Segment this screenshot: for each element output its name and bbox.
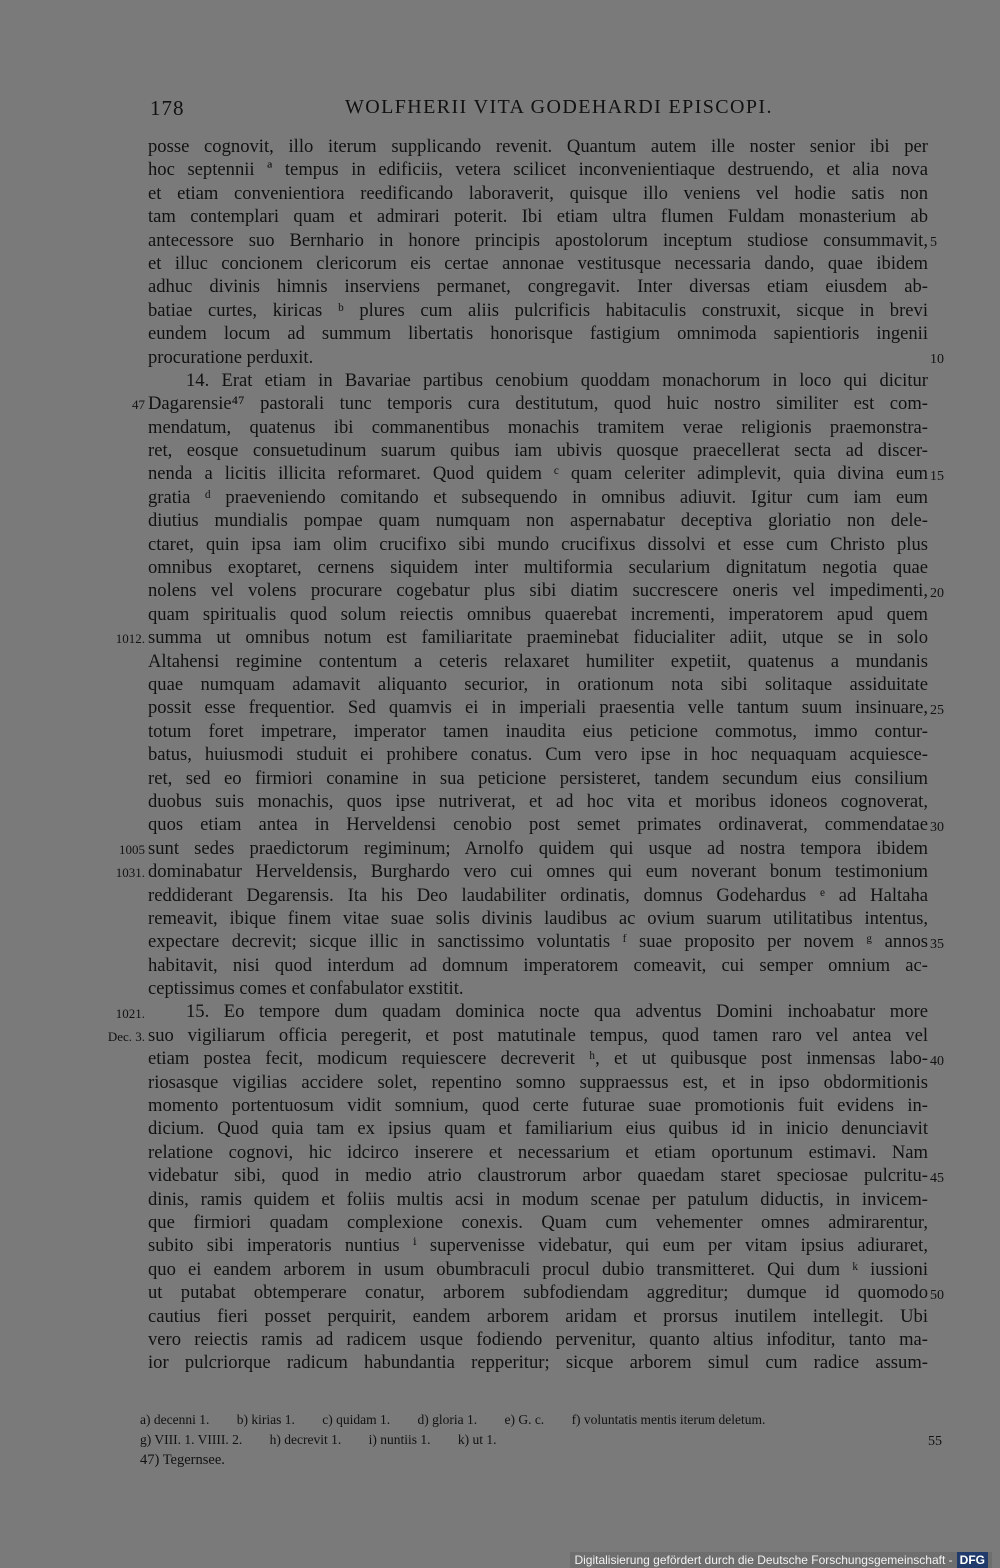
text-line: habitavit, nisi quod interdum ad domnum imperatorem comeavit, cui semper omnium ac- [148, 954, 928, 976]
text-line: ctaret, quin ipsa iam olim crucifixo sibi mundo crucifixus dissolvi et esse cum Christo plus [148, 533, 928, 555]
text-line: batiae curtes, kiricas ᵇ plures cum aliis pulcrificis habitaculis construxit, sicque in brevi [148, 299, 928, 321]
text-line: eundem locum ad summum libertatis honorisque fastigium omnimoda sapientioris ingenii [148, 323, 928, 345]
dfg-logo: DFG [957, 1552, 988, 1568]
margin-note: 1021. [115, 1005, 145, 1021]
text-line: et etiam convenientiora reedificando laboraverit, quisque illo veniens vel hodie satis non [148, 182, 928, 204]
line-number: 5 [930, 234, 937, 250]
text-line: momento portentuosum vidit somnium, quod certe futurae suae promotionis fuit evidens in- [148, 1095, 928, 1117]
text-line: adhuc divinis himnis inserviens permanet, congregavit. Inter diversas etiam eiusdem ab- [148, 276, 928, 298]
margin-note: Dec. 3. [107, 1029, 145, 1045]
text-line: ceptissimus comes et confabulator exstitit. [148, 978, 464, 1000]
text-line: cautius fieri posset perquirit, eandem arborem aridam et prorsus inutilem intellegit. Ubi [148, 1305, 928, 1327]
line-number: 15 [930, 468, 944, 484]
text-line: reddiderant Degarensis. Ita his Deo laudabiliter ordinatis, domnus Godehardus ᵉ ad Haltaha [148, 884, 928, 906]
line-number: 35 [930, 936, 944, 952]
margin-note: 1005 [119, 842, 145, 857]
text-line: ior pulcriorque radicum habundantia repperitur; sicque arborem simul cum radice assum- [148, 1352, 928, 1374]
running-title: WOLFHERII VITA GODEHARDI EPISCOPI. [345, 96, 773, 118]
text-line: etiam postea fecit, modicum requiescere decreverit ʰ, et ut quibusque post inmensas labo- [148, 1048, 928, 1070]
funding-footer [570, 1552, 992, 1568]
footer-text: Digitalisierung gefördert durch die Deutsche Forschungsgemeinschaft - [574, 1553, 953, 1567]
footnote: g) VIII. 1. VIIII. 2. [140, 1432, 243, 1447]
footnotes-row-1 [140, 1411, 930, 1428]
page-number: 178 [150, 96, 185, 120]
text-line: suo vigiliarum officia peregerit, et post matutinale tempus, quod tamen raro vel antea vel [148, 1024, 928, 1046]
line-number: 20 [930, 585, 944, 601]
line-number: 10 [930, 351, 944, 367]
footnote: f) voluntatis mentis iterum deletum. [571, 1412, 766, 1427]
text-line: que firmiori quadam complexione conexis. Quam cum vehementer omnes admirarentur, [148, 1211, 928, 1233]
line-number: 25 [930, 702, 944, 718]
footnote: b) kirias 1. [236, 1412, 295, 1427]
line-number: 40 [930, 1053, 944, 1069]
text-line: remeavit, ibique finem vitae suae solis divinis laudibus ac ovium suarum utilitatibus intentus, [148, 907, 928, 929]
text-line: Dagarensie⁴⁷ pastorali tunc temporis cura destitutum, quod huic nostro similiter est com- [148, 393, 928, 415]
margin-note: 1031. [115, 865, 145, 881]
text-line: hoc septennii ª tempus in edificiis, vetera scilicet inconvenientiaque destruendo, et alia nova [148, 159, 928, 181]
text-line: totum foret impetrare, imperator tamen inaudita eius peticione commotus, immo contur- [148, 720, 928, 742]
text-line: quo ei eandem arborem in usum obumbraculi procul dubio transmitteret. Qui dum ᵏ iussioni [148, 1258, 928, 1280]
footnotes-row-2 [140, 1431, 930, 1448]
text-line: nolens vel volens procurare cogebatur plus sibi diatim succrescere oneris vel impedimenti, [148, 580, 928, 602]
text-line: quos etiam antea in Herveldensi cenobio post semet primates ordinaverat, commendatae [148, 814, 928, 836]
text-line: Altahensi regimine contentum a ceteris relaxaret humiliter expetiit, quatenus a mundanis [148, 650, 928, 672]
running-header [150, 96, 925, 124]
text-line: quam spiritualis quod solum reiectis omnibus quaerebat incrementi, imperatorem apud quem [148, 603, 928, 625]
text-line: omnibus exoptaret, cernens siquidem inter multiformia secularium dignitatum negotia quae [148, 557, 928, 579]
text-line: dicium. Quod quia tam ex ipsius quam et familiarium eius quibus id in inicio denunciavit [148, 1118, 928, 1140]
line-number: 45 [930, 1170, 944, 1186]
footnote: h) decrevit 1. [269, 1432, 342, 1447]
text-line: batus, huiusmodi studuit ei prohibere conatus. Cum vero ipse in hoc nequaquam acquiesce- [148, 744, 928, 766]
margin-note: 47 [132, 397, 145, 413]
line-number: 30 [930, 819, 944, 835]
margin-note: 1012. [115, 631, 145, 647]
text-line: relatione cognovi, hic idcirco inserere et necessarium et etiam oportunum estimavi. Nam [148, 1141, 928, 1163]
footnote: d) gloria 1. [417, 1412, 478, 1427]
text-line: ut putabat obtemperare conatur, arborem subfodiendam aggreditur; dumque id quomodo [148, 1282, 928, 1304]
text-line: videbatur sibi, quod in medio atrio claustrorum arbor quaedam staret speciosae pulcritu- [148, 1165, 928, 1187]
text-line: gratia ᵈ praeveniendo comitando et subsequendo in omnibus adiuvit. Igitur cum iam eum [148, 486, 928, 508]
text-line: dominabatur Herveldensis, Burghardo vero cui omnes qui eum noverant bonum testimonium [148, 861, 928, 883]
text-line: expectare decrevit; sicque illic in sanctissimo voluntatis ᶠ suae proposito per novem ᵍ annos [148, 931, 928, 953]
text-line: ret, eosque consuetudinum suarum quibus iam ubivis quosque praecellerat secta ad discer- [148, 440, 928, 462]
line-number: 50 [930, 1287, 944, 1303]
text-line: 14. Erat etiam in Bavariae partibus cenobium quoddam monachorum in loco qui dicitur [186, 369, 928, 391]
footnote: e) G. c. [504, 1412, 545, 1427]
text-line: et illuc concionem clericorum eis certae annonae vestitusque necessaria dando, quae ibidem [148, 252, 928, 274]
text-line: dinis, ramis quidem et foliis multis acsi in modum scenae per patulum diductis, in invicem- [148, 1188, 928, 1210]
text-line: vero reiectis ramis ad radicem usque fodiendo pervenitur, quanto altius infoditur, tanto ma- [148, 1328, 928, 1350]
text-line: tam contemplari quam et admirari poterit. Ibi etiam ultra flumen Fuldam monasterium ab [148, 206, 928, 228]
text-line: ret, sed eo firmiori conamine in sua peticione persisteret, tandem secundum eius consilium [148, 767, 928, 789]
text-line: procuratione perduxit. [148, 346, 314, 368]
text-line: posse cognovit, illo iterum supplicando revenit. Quantum autem ille noster senior ibi per [148, 136, 928, 157]
text-line: mendatum, quatenus ibi commanentibus monachis tramitem verae religionis praemonstra- [148, 416, 928, 438]
main-text [148, 135, 928, 1375]
text-line: nenda a licitis illicita reformaret. Quod quidem ᶜ quam celeriter adimplevit, quia divina eum [148, 463, 928, 485]
footnote: c) quidam 1. [322, 1412, 391, 1427]
editorial-note: 47) Tegernsee. [140, 1452, 225, 1468]
text-line: duobus suis monachis, quos ipse nutriverat, et ad hoc vita et moribus idoneos cognoverat, [148, 790, 928, 812]
footnote: a) decenni 1. [140, 1412, 210, 1427]
text-line: diutius mundialis pompae quam numquam non aspernabatur deceptiva gloriatio non dele- [148, 510, 928, 532]
text-line: summa ut omnibus notum est familiaritate praeminebat fiducialiter adiit, utque se in solo [148, 627, 928, 649]
line-number: 55 [928, 1434, 942, 1449]
footnote: i) nuntiis 1. [368, 1432, 431, 1447]
text-line: possit esse frequentior. Sed quamvis ei in imperiali praesentia velle tantum suum insinuare, [148, 697, 928, 719]
text-line: 15. Eo tempore dum quadam dominica nocte qua adventus Domini inchoabatur more [186, 1001, 928, 1023]
footnote: k) ut 1. [457, 1432, 497, 1447]
text-line: riosasque vigilias accidere solet, repentino somno suppraessus est, et in ipso obdormitionis [148, 1071, 928, 1093]
text-line: antecessore suo Bernhario in honore principis apostolorum inceptum studiose consummavit, [148, 229, 928, 251]
text-line: sunt sedes praedictorum regiminum; Arnolfo quidem qui usque ad nostra tempora ibidem [148, 837, 928, 859]
text-line: quae numquam adamavit aliquanto securior, in orationum nota sibi solitaque assiduitate [148, 673, 928, 695]
text-line: subito sibi imperatoris nuntius ⁱ supervenisse videbatur, qui eum per vitam ipsius adiuraret, [148, 1235, 928, 1257]
